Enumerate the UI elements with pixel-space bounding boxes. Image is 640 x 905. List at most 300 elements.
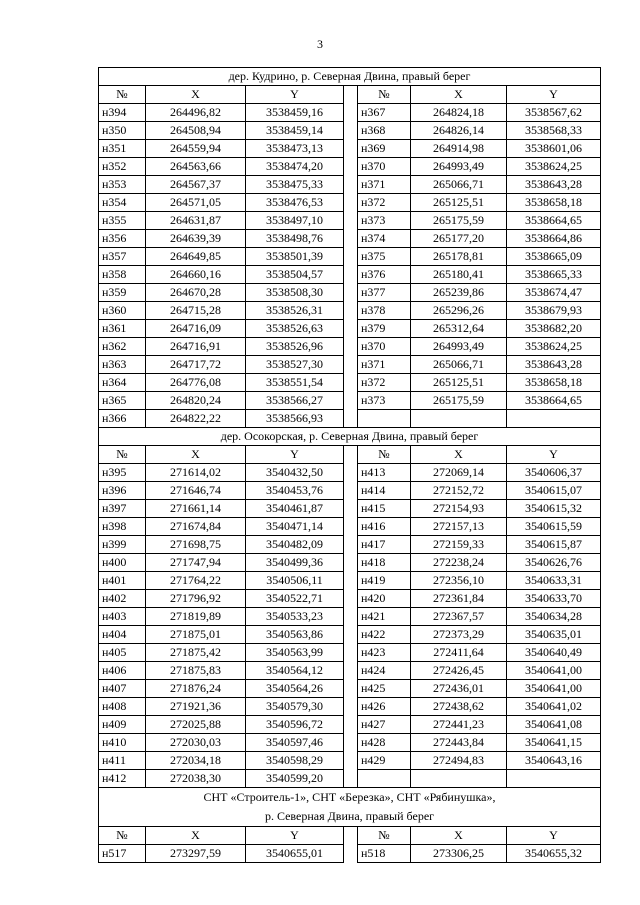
column-gap	[344, 284, 358, 302]
point-id: н353	[99, 176, 146, 194]
y-coordinate: 3540626,76	[507, 554, 601, 572]
x-coordinate: 264716,91	[146, 338, 246, 356]
y-coordinate: 3538504,57	[246, 266, 344, 284]
column-header: Y	[507, 446, 601, 464]
section-title-row	[99, 807, 601, 827]
y-coordinate: 3540599,20	[246, 770, 344, 788]
column-header: Y	[246, 446, 344, 464]
column-gap	[344, 500, 358, 518]
x-coordinate: 271747,94	[146, 554, 246, 572]
y-coordinate: 3538526,31	[246, 302, 344, 320]
x-coordinate: 272361,84	[411, 590, 507, 608]
column-gap	[344, 158, 358, 176]
point-id: н408	[99, 698, 146, 716]
y-coordinate: 3538498,76	[246, 230, 344, 248]
column-gap	[344, 230, 358, 248]
y-coordinate: 3540597,46	[246, 734, 344, 752]
y-coordinate: 3540461,87	[246, 500, 344, 518]
table-row	[99, 536, 601, 554]
x-coordinate: 272038,30	[146, 770, 246, 788]
column-gap	[344, 104, 358, 122]
column-header: Y	[507, 86, 601, 104]
point-id: н423	[358, 644, 411, 662]
table-row	[99, 680, 601, 698]
y-coordinate: 3540432,50	[246, 464, 344, 482]
x-coordinate: 272373,29	[411, 626, 507, 644]
point-id: н413	[358, 464, 411, 482]
table-row	[99, 644, 601, 662]
y-coordinate: 3540643,16	[507, 752, 601, 770]
point-id: н370	[358, 158, 411, 176]
x-coordinate: 265312,64	[411, 320, 507, 338]
table-row	[99, 248, 601, 266]
x-coordinate: 271646,74	[146, 482, 246, 500]
y-coordinate: 3540641,02	[507, 698, 601, 716]
table-row	[99, 752, 601, 770]
x-coordinate: 264660,16	[146, 266, 246, 284]
x-coordinate: 271819,89	[146, 608, 246, 626]
y-coordinate	[507, 770, 601, 788]
point-id: н402	[99, 590, 146, 608]
table-row	[99, 518, 601, 536]
point-id: н425	[358, 680, 411, 698]
x-coordinate: 265125,51	[411, 194, 507, 212]
x-coordinate: 271796,92	[146, 590, 246, 608]
x-coordinate: 272157,13	[411, 518, 507, 536]
column-gap	[344, 338, 358, 356]
point-id: н398	[99, 518, 146, 536]
point-id: н372	[358, 374, 411, 392]
y-coordinate: 3540640,49	[507, 644, 601, 662]
table-row	[99, 158, 601, 176]
point-id: н351	[99, 140, 146, 158]
x-coordinate: 272152,72	[411, 482, 507, 500]
column-gap	[344, 554, 358, 572]
column-header: X	[411, 446, 507, 464]
table-row	[99, 698, 601, 716]
column-gap	[344, 266, 358, 284]
y-coordinate: 3538665,09	[507, 248, 601, 266]
y-coordinate: 3540506,11	[246, 572, 344, 590]
column-header-row	[99, 86, 601, 104]
column-gap	[344, 680, 358, 698]
table-row	[99, 626, 601, 644]
x-coordinate: 264993,49	[411, 338, 507, 356]
table-row	[99, 284, 601, 302]
column-gap	[344, 827, 358, 845]
x-coordinate: 264824,18	[411, 104, 507, 122]
x-coordinate: 264639,39	[146, 230, 246, 248]
y-coordinate: 3540453,76	[246, 482, 344, 500]
point-id: н373	[358, 212, 411, 230]
y-coordinate: 3540615,87	[507, 536, 601, 554]
column-gap	[344, 644, 358, 662]
point-id: н372	[358, 194, 411, 212]
section-title-row	[99, 68, 601, 86]
column-gap	[344, 446, 358, 464]
point-id: н429	[358, 752, 411, 770]
point-id	[358, 410, 411, 428]
y-coordinate: 3538501,39	[246, 248, 344, 266]
x-coordinate: 272441,23	[411, 716, 507, 734]
point-id: н358	[99, 266, 146, 284]
column-gap	[344, 572, 358, 590]
point-id: н419	[358, 572, 411, 590]
table-row	[99, 212, 601, 230]
column-gap	[344, 302, 358, 320]
y-coordinate: 3540641,08	[507, 716, 601, 734]
y-coordinate: 3540655,01	[246, 845, 344, 863]
y-coordinate: 3540655,32	[507, 845, 601, 863]
x-coordinate: 271674,84	[146, 518, 246, 536]
x-coordinate: 272367,57	[411, 608, 507, 626]
x-coordinate: 264496,82	[146, 104, 246, 122]
y-coordinate: 3540615,07	[507, 482, 601, 500]
x-coordinate: 264559,94	[146, 140, 246, 158]
x-coordinate: 265296,26	[411, 302, 507, 320]
point-id: н518	[358, 845, 411, 863]
column-gap	[344, 608, 358, 626]
y-coordinate: 3538624,25	[507, 158, 601, 176]
table-row	[99, 320, 601, 338]
y-coordinate: 3538459,16	[246, 104, 344, 122]
point-id: н355	[99, 212, 146, 230]
y-coordinate: 3538601,06	[507, 140, 601, 158]
x-coordinate: 271875,42	[146, 644, 246, 662]
x-coordinate: 272356,10	[411, 572, 507, 590]
y-coordinate: 3538568,33	[507, 122, 601, 140]
point-id: н367	[358, 104, 411, 122]
x-coordinate: 265177,20	[411, 230, 507, 248]
x-coordinate: 271875,83	[146, 662, 246, 680]
column-gap	[344, 662, 358, 680]
column-gap	[344, 590, 358, 608]
y-coordinate: 3540635,01	[507, 626, 601, 644]
y-coordinate: 3538567,62	[507, 104, 601, 122]
y-coordinate: 3538664,65	[507, 392, 601, 410]
y-coordinate: 3538566,27	[246, 392, 344, 410]
point-id: н422	[358, 626, 411, 644]
section-title-row	[99, 428, 601, 446]
y-coordinate: 3538643,28	[507, 356, 601, 374]
table-row	[99, 338, 601, 356]
x-coordinate: 264826,14	[411, 122, 507, 140]
x-coordinate: 272034,18	[146, 752, 246, 770]
column-gap	[344, 140, 358, 158]
y-coordinate: 3538527,30	[246, 356, 344, 374]
point-id: н354	[99, 194, 146, 212]
point-id: н416	[358, 518, 411, 536]
point-id: н366	[99, 410, 146, 428]
x-coordinate: 272443,84	[411, 734, 507, 752]
y-coordinate: 3540641,00	[507, 662, 601, 680]
table-row	[99, 464, 601, 482]
x-coordinate: 264670,28	[146, 284, 246, 302]
x-coordinate: 264776,08	[146, 374, 246, 392]
point-id: н403	[99, 608, 146, 626]
y-coordinate: 3540564,26	[246, 680, 344, 698]
column-gap	[344, 845, 358, 863]
x-coordinate: 271698,75	[146, 536, 246, 554]
y-coordinate: 3540522,71	[246, 590, 344, 608]
x-coordinate: 264563,66	[146, 158, 246, 176]
point-id: н397	[99, 500, 146, 518]
y-coordinate: 3538664,86	[507, 230, 601, 248]
column-header: X	[411, 827, 507, 845]
x-coordinate: 272438,62	[411, 698, 507, 716]
y-coordinate: 3540606,37	[507, 464, 601, 482]
point-id: н411	[99, 752, 146, 770]
column-gap	[344, 392, 358, 410]
x-coordinate: 264715,28	[146, 302, 246, 320]
column-gap	[344, 734, 358, 752]
x-coordinate: 272154,93	[411, 500, 507, 518]
point-id: н370	[358, 338, 411, 356]
column-gap	[344, 176, 358, 194]
x-coordinate: 271764,22	[146, 572, 246, 590]
coordinates-table	[98, 67, 601, 863]
table-row	[99, 572, 601, 590]
table-row	[99, 482, 601, 500]
point-id: н379	[358, 320, 411, 338]
x-coordinate: 265066,71	[411, 356, 507, 374]
point-id: н357	[99, 248, 146, 266]
x-coordinate: 264649,85	[146, 248, 246, 266]
x-coordinate: 272025,88	[146, 716, 246, 734]
point-id: н407	[99, 680, 146, 698]
y-coordinate: 3538658,18	[507, 374, 601, 392]
y-coordinate: 3540615,59	[507, 518, 601, 536]
point-id: н378	[358, 302, 411, 320]
x-coordinate: 272069,14	[411, 464, 507, 482]
point-id: н365	[99, 392, 146, 410]
column-gap	[344, 410, 358, 428]
column-gap	[344, 194, 358, 212]
y-coordinate: 3540598,29	[246, 752, 344, 770]
y-coordinate: 3540596,72	[246, 716, 344, 734]
y-coordinate: 3538566,93	[246, 410, 344, 428]
point-id: н361	[99, 320, 146, 338]
table-row	[99, 104, 601, 122]
point-id: н420	[358, 590, 411, 608]
column-gap	[344, 698, 358, 716]
x-coordinate	[411, 770, 507, 788]
column-gap	[344, 770, 358, 788]
x-coordinate: 273306,25	[411, 845, 507, 863]
point-id: н376	[358, 266, 411, 284]
section-title-row	[99, 788, 601, 808]
table-row	[99, 356, 601, 374]
point-id: н400	[99, 554, 146, 572]
x-coordinate: 272411,64	[411, 644, 507, 662]
y-coordinate: 3538526,63	[246, 320, 344, 338]
table-row	[99, 374, 601, 392]
y-coordinate: 3538624,25	[507, 338, 601, 356]
x-coordinate: 271614,02	[146, 464, 246, 482]
point-id: н517	[99, 845, 146, 863]
column-header: X	[146, 86, 246, 104]
point-id: н394	[99, 104, 146, 122]
y-coordinate: 3540633,31	[507, 572, 601, 590]
column-gap	[344, 752, 358, 770]
point-id: н362	[99, 338, 146, 356]
table-row	[99, 392, 601, 410]
point-id: н371	[358, 176, 411, 194]
column-header-row	[99, 446, 601, 464]
x-coordinate: 271876,24	[146, 680, 246, 698]
point-id: н350	[99, 122, 146, 140]
x-coordinate: 272238,24	[411, 554, 507, 572]
table-row	[99, 554, 601, 572]
column-header: №	[358, 446, 411, 464]
point-id: н424	[358, 662, 411, 680]
point-id: н396	[99, 482, 146, 500]
y-coordinate: 3538658,18	[507, 194, 601, 212]
point-id: н374	[358, 230, 411, 248]
x-coordinate: 272159,33	[411, 536, 507, 554]
point-id: н352	[99, 158, 146, 176]
column-gap	[344, 716, 358, 734]
x-coordinate	[411, 410, 507, 428]
x-coordinate: 264993,49	[411, 158, 507, 176]
column-header: №	[358, 827, 411, 845]
point-id: н426	[358, 698, 411, 716]
y-coordinate: 3538526,96	[246, 338, 344, 356]
column-gap	[344, 356, 358, 374]
point-id: н409	[99, 716, 146, 734]
point-id: н427	[358, 716, 411, 734]
point-id: н375	[358, 248, 411, 266]
x-coordinate: 265239,86	[411, 284, 507, 302]
column-gap	[344, 86, 358, 104]
x-coordinate: 264822,22	[146, 410, 246, 428]
y-coordinate: 3540563,86	[246, 626, 344, 644]
y-coordinate: 3538473,13	[246, 140, 344, 158]
point-id: н401	[99, 572, 146, 590]
column-header: №	[358, 86, 411, 104]
y-coordinate: 3540499,36	[246, 554, 344, 572]
y-coordinate	[507, 410, 601, 428]
x-coordinate: 273297,59	[146, 845, 246, 863]
x-coordinate: 265175,59	[411, 392, 507, 410]
point-id: н360	[99, 302, 146, 320]
x-coordinate: 264567,37	[146, 176, 246, 194]
point-id: н404	[99, 626, 146, 644]
point-id: н363	[99, 356, 146, 374]
x-coordinate: 265125,51	[411, 374, 507, 392]
y-coordinate: 3538551,54	[246, 374, 344, 392]
column-header-row	[99, 827, 601, 845]
x-coordinate: 264571,05	[146, 194, 246, 212]
y-coordinate: 3540641,00	[507, 680, 601, 698]
x-coordinate: 271921,36	[146, 698, 246, 716]
x-coordinate: 264717,72	[146, 356, 246, 374]
section-title: р. Северная Двина, правый берег	[99, 807, 601, 827]
column-header: X	[146, 446, 246, 464]
x-coordinate: 264508,94	[146, 122, 246, 140]
table-row	[99, 230, 601, 248]
point-id: н399	[99, 536, 146, 554]
point-id: н417	[358, 536, 411, 554]
x-coordinate: 264820,24	[146, 392, 246, 410]
column-header: №	[99, 86, 146, 104]
point-id: н418	[358, 554, 411, 572]
column-header: X	[411, 86, 507, 104]
y-coordinate: 3540615,32	[507, 500, 601, 518]
column-gap	[344, 518, 358, 536]
y-coordinate: 3540641,15	[507, 734, 601, 752]
column-gap	[344, 626, 358, 644]
x-coordinate: 272030,03	[146, 734, 246, 752]
point-id: н364	[99, 374, 146, 392]
y-coordinate: 3538475,33	[246, 176, 344, 194]
point-id: н412	[99, 770, 146, 788]
column-gap	[344, 464, 358, 482]
y-coordinate: 3538679,93	[507, 302, 601, 320]
point-id: н414	[358, 482, 411, 500]
table-row	[99, 122, 601, 140]
table-row	[99, 770, 601, 788]
column-header: X	[146, 827, 246, 845]
y-coordinate: 3540482,09	[246, 536, 344, 554]
table-row	[99, 302, 601, 320]
y-coordinate: 3540471,14	[246, 518, 344, 536]
y-coordinate: 3540633,70	[507, 590, 601, 608]
column-gap	[344, 374, 358, 392]
point-id: н369	[358, 140, 411, 158]
point-id: н359	[99, 284, 146, 302]
point-id: н373	[358, 392, 411, 410]
table-row	[99, 410, 601, 428]
page-number: 3	[317, 37, 323, 51]
y-coordinate: 3538459,14	[246, 122, 344, 140]
column-header: Y	[507, 827, 601, 845]
column-gap	[344, 536, 358, 554]
column-header: №	[99, 827, 146, 845]
column-gap	[344, 248, 358, 266]
x-coordinate: 272426,45	[411, 662, 507, 680]
point-id: н410	[99, 734, 146, 752]
y-coordinate: 3540563,99	[246, 644, 344, 662]
x-coordinate: 272494,83	[411, 752, 507, 770]
x-coordinate: 264631,87	[146, 212, 246, 230]
y-coordinate: 3538497,10	[246, 212, 344, 230]
x-coordinate: 265175,59	[411, 212, 507, 230]
y-coordinate: 3538664,65	[507, 212, 601, 230]
x-coordinate: 265180,41	[411, 266, 507, 284]
column-header: Y	[246, 86, 344, 104]
table-row	[99, 194, 601, 212]
section-title: дер. Кудрино, р. Северная Двина, правый берег	[99, 68, 601, 86]
table-row	[99, 500, 601, 518]
section-title: СНТ «Строитель-1», СНТ «Березка», СНТ «Рябинушка»,	[99, 788, 601, 808]
point-id: н421	[358, 608, 411, 626]
x-coordinate: 264716,09	[146, 320, 246, 338]
point-id: н356	[99, 230, 146, 248]
table-row	[99, 140, 601, 158]
y-coordinate: 3538665,33	[507, 266, 601, 284]
x-coordinate: 264914,98	[411, 140, 507, 158]
point-id: н395	[99, 464, 146, 482]
point-id: н368	[358, 122, 411, 140]
table-row	[99, 266, 601, 284]
table-row	[99, 176, 601, 194]
y-coordinate: 3538674,47	[507, 284, 601, 302]
column-gap	[344, 122, 358, 140]
x-coordinate: 265178,81	[411, 248, 507, 266]
point-id: н406	[99, 662, 146, 680]
column-header: Y	[246, 827, 344, 845]
